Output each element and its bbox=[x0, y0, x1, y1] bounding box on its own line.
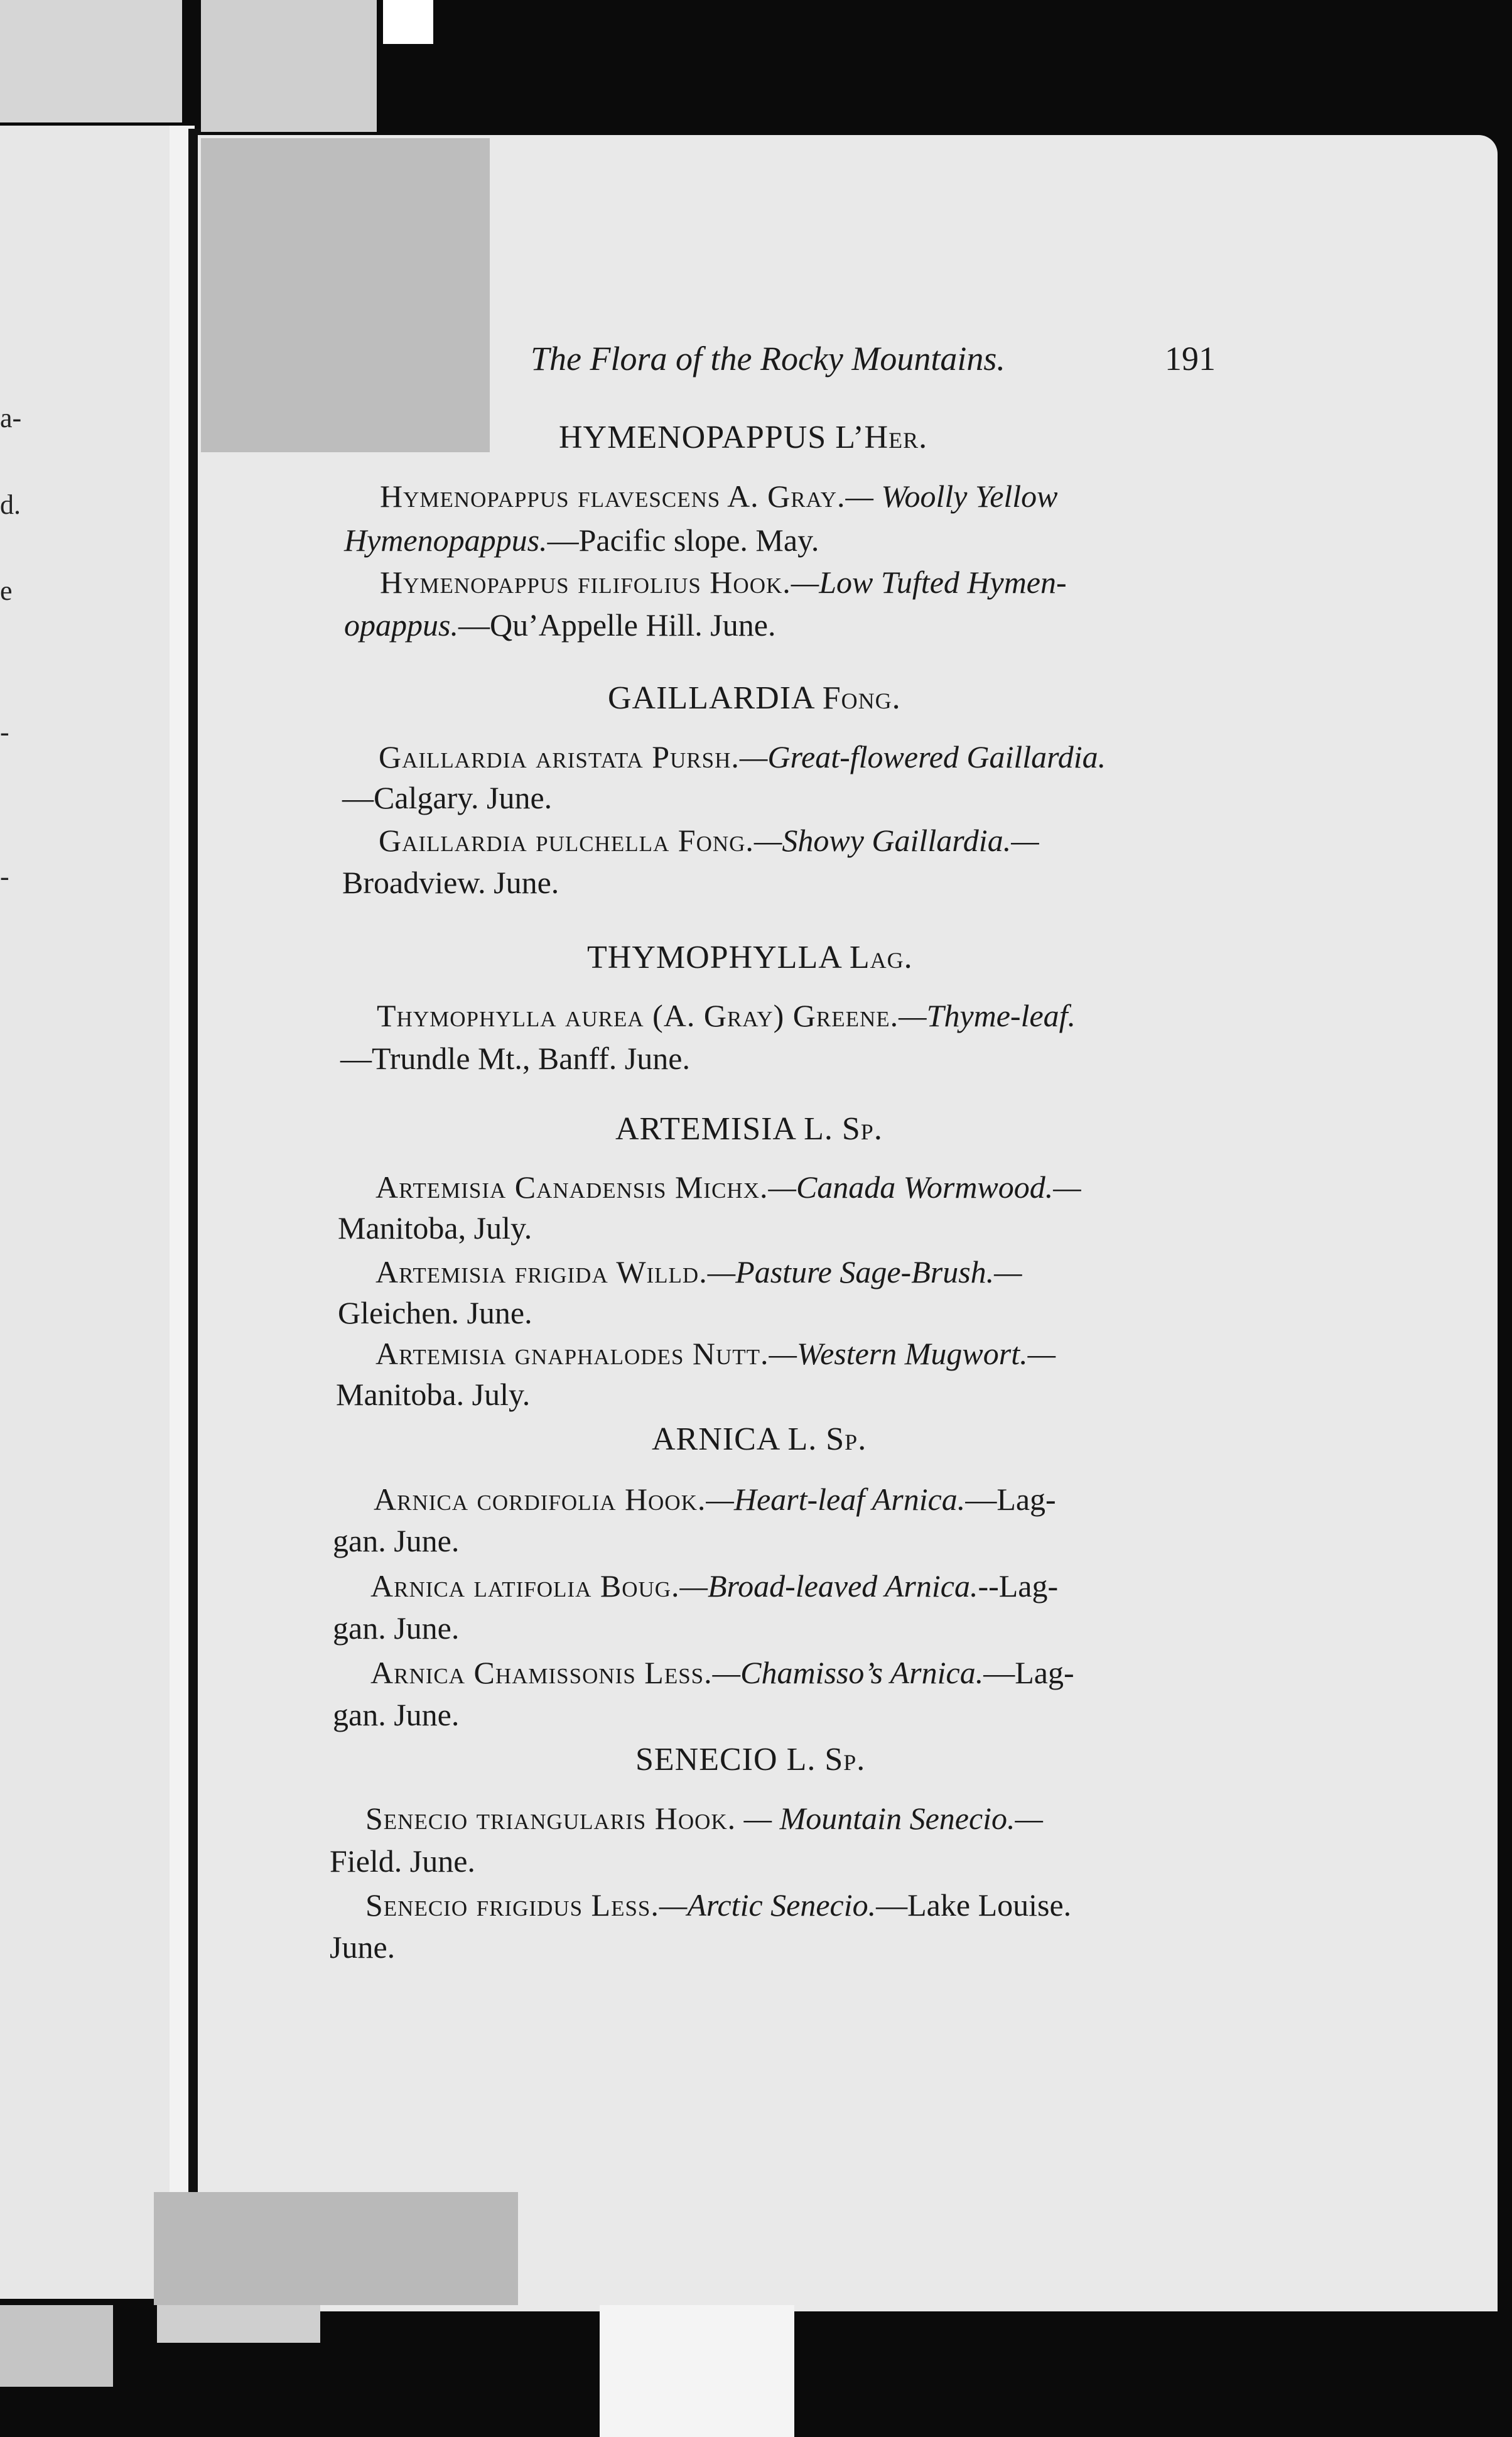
genus-heading bbox=[587, 939, 913, 976]
locality: —Pacific slope. May. bbox=[547, 523, 819, 558]
scan-edge-top-white bbox=[383, 0, 433, 44]
genus-name: THYMOPHYLLA bbox=[587, 940, 841, 975]
genus-name: SENECIO bbox=[635, 1742, 778, 1778]
species-entry-continued bbox=[336, 1379, 530, 1410]
species-name: Hymenopappus flavescens A. Gray. bbox=[380, 479, 846, 514]
scan-edge-bottom-left bbox=[0, 2305, 113, 2387]
common-name: —Canada Wormwood.— bbox=[768, 1170, 1081, 1205]
species-name: Hymenopappus filifolius Hook. bbox=[380, 565, 791, 600]
locality: --Lag- bbox=[978, 1568, 1059, 1604]
locality: —Trundle Mt., Banff. June. bbox=[340, 1041, 690, 1076]
genus-authority: L. Sp. bbox=[786, 1742, 866, 1778]
species-name: Artemisia gnaphalodes Nutt. bbox=[375, 1336, 769, 1371]
species-name: Arnica Chamissonis Less. bbox=[370, 1655, 713, 1690]
locality: Manitoba. July. bbox=[336, 1377, 531, 1412]
scan-edge-top-middle bbox=[201, 0, 377, 132]
common-name: — Woolly Yellow bbox=[845, 479, 1058, 514]
genus-heading bbox=[559, 419, 927, 456]
locality: June. bbox=[330, 1930, 396, 1965]
species-entry-continued bbox=[333, 1699, 459, 1730]
common-name: Hymenopappus. bbox=[344, 523, 548, 558]
facing-page bbox=[0, 126, 185, 2299]
species-entry bbox=[365, 1803, 1043, 1834]
scan-edge-bottom-white bbox=[600, 2305, 794, 2437]
locality: Gleichen. June. bbox=[338, 1295, 532, 1330]
species-entry bbox=[377, 1000, 1076, 1031]
common-name: — Mountain Senecio.— bbox=[736, 1801, 1043, 1836]
species-entry bbox=[375, 1338, 1056, 1369]
species-name: Arnica latifolia Boug. bbox=[370, 1568, 680, 1604]
page-number: 191 bbox=[1165, 340, 1216, 377]
genus-name: HYMENOPAPPUS bbox=[559, 420, 827, 455]
genus-heading bbox=[608, 680, 901, 717]
genus-heading bbox=[615, 1110, 883, 1148]
locality: —Qu’Appelle Hill. June. bbox=[458, 607, 776, 643]
common-name: —Chamisso’s Arnica. bbox=[712, 1655, 984, 1690]
species-entry bbox=[379, 741, 1106, 773]
species-entry-continued bbox=[333, 1612, 459, 1644]
species-entry bbox=[365, 1889, 1071, 1921]
locality: Manitoba, July. bbox=[338, 1210, 532, 1246]
common-name: —Great-flowered Gaillardia. bbox=[739, 739, 1106, 774]
locality: —Lag- bbox=[965, 1482, 1056, 1517]
locality: Broadview. June. bbox=[342, 865, 559, 900]
facing-page-fragment: - bbox=[0, 717, 9, 747]
species-name: Senecio triangularis Hook. bbox=[365, 1801, 737, 1836]
scan-edge-top-left bbox=[0, 0, 182, 122]
species-entry bbox=[380, 480, 1058, 512]
common-name: opappus. bbox=[344, 607, 458, 643]
genus-name: ARNICA bbox=[652, 1421, 779, 1457]
species-entry-continued bbox=[338, 1212, 532, 1244]
genus-name: ARTEMISIA bbox=[615, 1111, 796, 1147]
species-entry bbox=[380, 567, 1067, 598]
scan-edge-bottom-middle bbox=[157, 2305, 320, 2343]
common-name: —Broad-leaved Arnica. bbox=[679, 1568, 978, 1604]
genus-authority: L. Sp. bbox=[804, 1111, 883, 1147]
genus-authority: Lag. bbox=[849, 940, 913, 975]
genus-authority: Fong. bbox=[822, 680, 901, 716]
species-name: Artemisia Canadensis Michx. bbox=[375, 1170, 769, 1205]
locality: —Lag- bbox=[983, 1655, 1074, 1690]
species-entry bbox=[375, 1171, 1081, 1203]
facing-page-fragment: e bbox=[0, 575, 13, 606]
species-entry-continued bbox=[344, 524, 819, 556]
species-entry bbox=[374, 1484, 1056, 1515]
common-name: —Arctic Senecio. bbox=[659, 1887, 877, 1923]
common-name: —Showy Gaillardia.— bbox=[753, 823, 1039, 858]
species-entry bbox=[375, 1256, 1022, 1288]
genus-heading bbox=[652, 1421, 867, 1458]
facing-page-fragment: - bbox=[0, 861, 9, 892]
locality: Field. June. bbox=[330, 1843, 475, 1879]
species-entry-continued bbox=[338, 1297, 532, 1328]
locality: gan. June. bbox=[333, 1610, 460, 1646]
common-name: —Heart-leaf Arnica. bbox=[706, 1482, 966, 1517]
page-stain-top bbox=[201, 138, 490, 452]
genus-name: GAILLARDIA bbox=[608, 680, 814, 716]
species-entry-continued bbox=[340, 1043, 690, 1074]
common-name: —Low Tufted Hymen- bbox=[791, 565, 1067, 600]
species-entry-continued bbox=[330, 1931, 395, 1963]
species-name: Arnica cordifolia Hook. bbox=[374, 1482, 706, 1517]
genus-authority: L’Her. bbox=[835, 420, 928, 455]
species-name: Thymophylla aurea (A. Gray) Greene. bbox=[377, 998, 899, 1033]
species-entry-continued bbox=[342, 867, 559, 898]
species-entry bbox=[370, 1657, 1074, 1688]
species-entry-continued bbox=[330, 1845, 475, 1877]
facing-page-fragment: a- bbox=[0, 403, 22, 433]
locality: gan. June. bbox=[333, 1523, 460, 1558]
species-name: Gaillardia pulchella Fong. bbox=[379, 823, 754, 858]
species-name: Senecio frigidus Less. bbox=[365, 1887, 659, 1923]
species-entry bbox=[370, 1570, 1058, 1602]
locality: —Lake Louise. bbox=[876, 1887, 1072, 1923]
species-name: Artemisia frigida Willd. bbox=[375, 1254, 708, 1289]
genus-authority: L. Sp. bbox=[787, 1421, 867, 1457]
species-name: Gaillardia aristata Pursh. bbox=[379, 739, 740, 774]
common-name: —Thyme-leaf. bbox=[899, 998, 1076, 1033]
species-entry-continued bbox=[344, 609, 775, 641]
species-entry-continued bbox=[333, 1525, 459, 1556]
page-stain-bottom bbox=[154, 2192, 518, 2305]
common-name: —Western Mugwort.— bbox=[769, 1336, 1056, 1371]
genus-heading bbox=[635, 1741, 865, 1778]
locality: —Calgary. June. bbox=[342, 780, 553, 815]
facing-page-fragment: d. bbox=[0, 489, 21, 520]
running-head: The Flora of the Rocky Mountains. bbox=[531, 340, 1005, 377]
common-name: —Pasture Sage-Brush.— bbox=[707, 1254, 1022, 1289]
species-entry bbox=[379, 825, 1039, 856]
locality: gan. June. bbox=[333, 1697, 460, 1732]
species-entry-continued bbox=[342, 782, 552, 813]
